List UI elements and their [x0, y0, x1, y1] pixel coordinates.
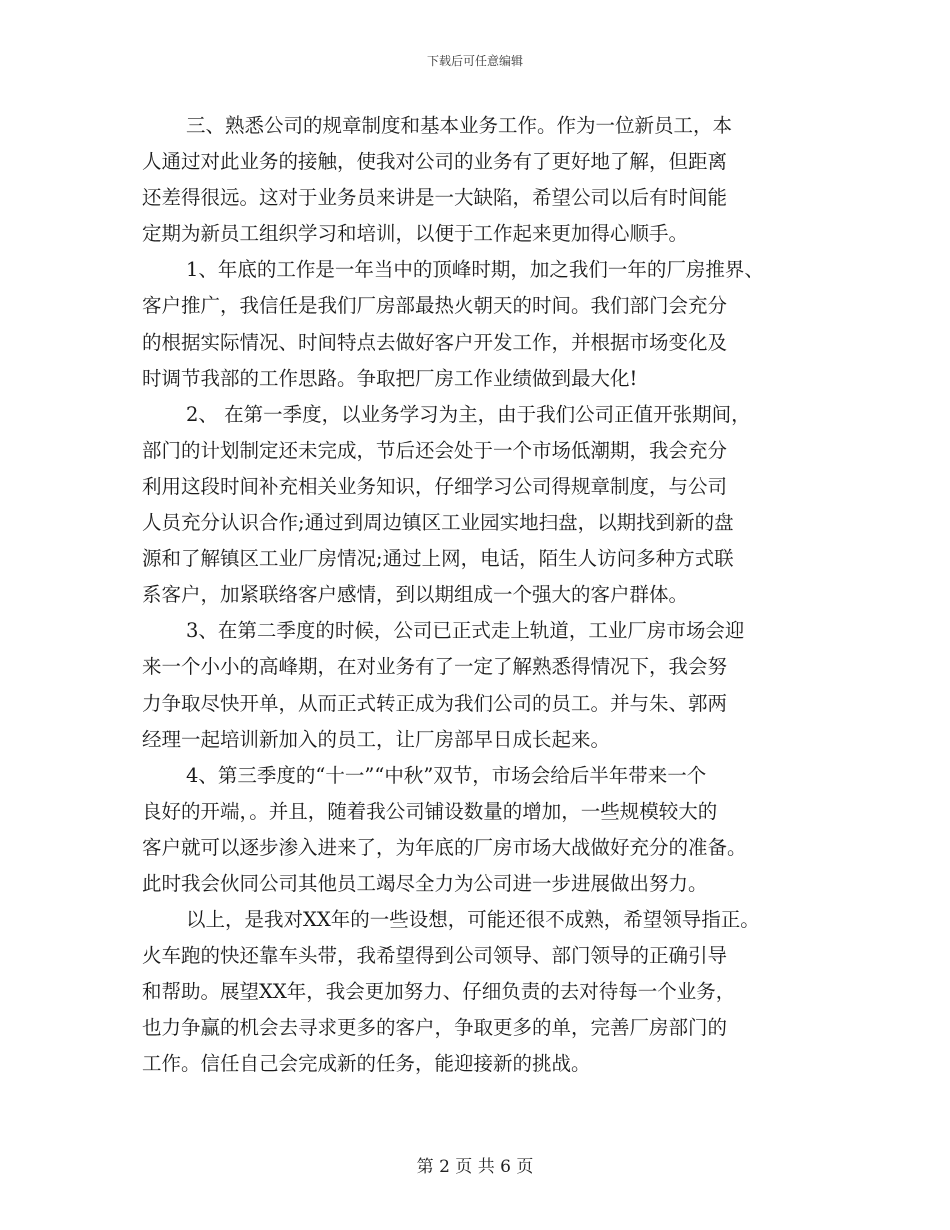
text-line: 以上，是我对XX年的一些设想，可能还很不成熟，希望领导指正。: [186, 908, 760, 932]
text-line: 人通过对此业务的接触，使我对公司的业务有了更好地了解，但距离: [142, 150, 728, 174]
text-line: 2、 在第一季度，以业务学习为主，由于我们公司正值开张期间，: [186, 402, 751, 426]
text-line: 部门的计划制定还未完成，节后还会处于一个市场低潮期，我会充分: [142, 438, 728, 462]
text-line: 客户推广，我信任是我们厂房部最热火朝天的时间。我们部门会充分: [142, 294, 728, 318]
text-line: 源和了解镇区工业厂房情况;通过上网，电话，陌生人访问多种方式联: [142, 547, 734, 571]
text-line: 火车跑的快还靠车头带，我希望得到公司领导、部门领导的正确引导: [142, 944, 728, 968]
text-line: 定期为新员工组织学习和培训，以便于工作起来更加得心顺手。: [142, 222, 689, 246]
text-line: 系客户，加紧联络客户感情，到以期组成一个强大的客户群体。: [142, 583, 689, 607]
text-line: 1、年底的工作是一年当中的顶峰时期，加之我们一年的厂房推界、: [186, 258, 764, 282]
text-line: 和帮助。展望XX年，我会更加努力、仔细负责的去对待每一个业务，: [142, 980, 736, 1004]
text-line: 经理一起培训新加入的员工，让厂房部早日成长起来。: [142, 727, 611, 751]
text-line: 人员充分认识合作;通过到周边镇区工业园实地扫盘，以期找到新的盘: [142, 511, 734, 535]
text-line: 时调节我部的工作思路。争取把厂房工作业绩做到最大化!: [142, 366, 638, 390]
text-line: 利用这段时间补充相关业务知识，仔细学习公司得规章制度，与公司: [142, 474, 728, 498]
text-line: 也力争赢的机会去寻求更多的客户，争取更多的单，完善厂房部门的: [142, 1016, 728, 1040]
text-line: 良好的开端，。并且，随着我公司铺设数量的增加，一些规模较大的: [142, 799, 718, 823]
text-line: 3、在第二季度的时候，公司已正式走上轨道，工业厂房市场会迎: [186, 619, 745, 643]
text-line: 工作。信任自己会完成新的任务，能迎接新的挑战。: [142, 1052, 591, 1076]
text-line: 客户就可以逐步渗入进来了，为年底的厂房市场大战做好充分的准备。: [142, 835, 747, 859]
text-line: 力争取尽快开单，从而正式转正成为我们公司的员工。并与朱、郭两: [142, 691, 728, 715]
text-line: 4、第三季度的“十一”“中秋”双节，市场会给后半年带来一个: [186, 763, 707, 787]
text-line: 此时我会伙同公司其他员工竭尽全力为公司进一步进展做出努力。: [142, 871, 708, 895]
document-body: [142, 108, 832, 1083]
page-header: 下载后可任意编辑: [426, 54, 523, 68]
page-footer: 第 2 页 共 6 页: [416, 1157, 534, 1177]
text-line: 三、熟悉公司的规章制度和基本业务工作。作为一位新员工，本: [186, 114, 733, 137]
text-line: 来一个小小的高峰期，在对业务有了一定了解熟悉得情况下，我会努: [142, 655, 728, 679]
text-line: 的根据实际情况、时间特点去做好客户开发工作，并根据市场变化及: [142, 330, 728, 354]
text-line: 还差得很远。这对于业务员来讲是一大缺陷，希望公司以后有时间能: [142, 186, 728, 210]
